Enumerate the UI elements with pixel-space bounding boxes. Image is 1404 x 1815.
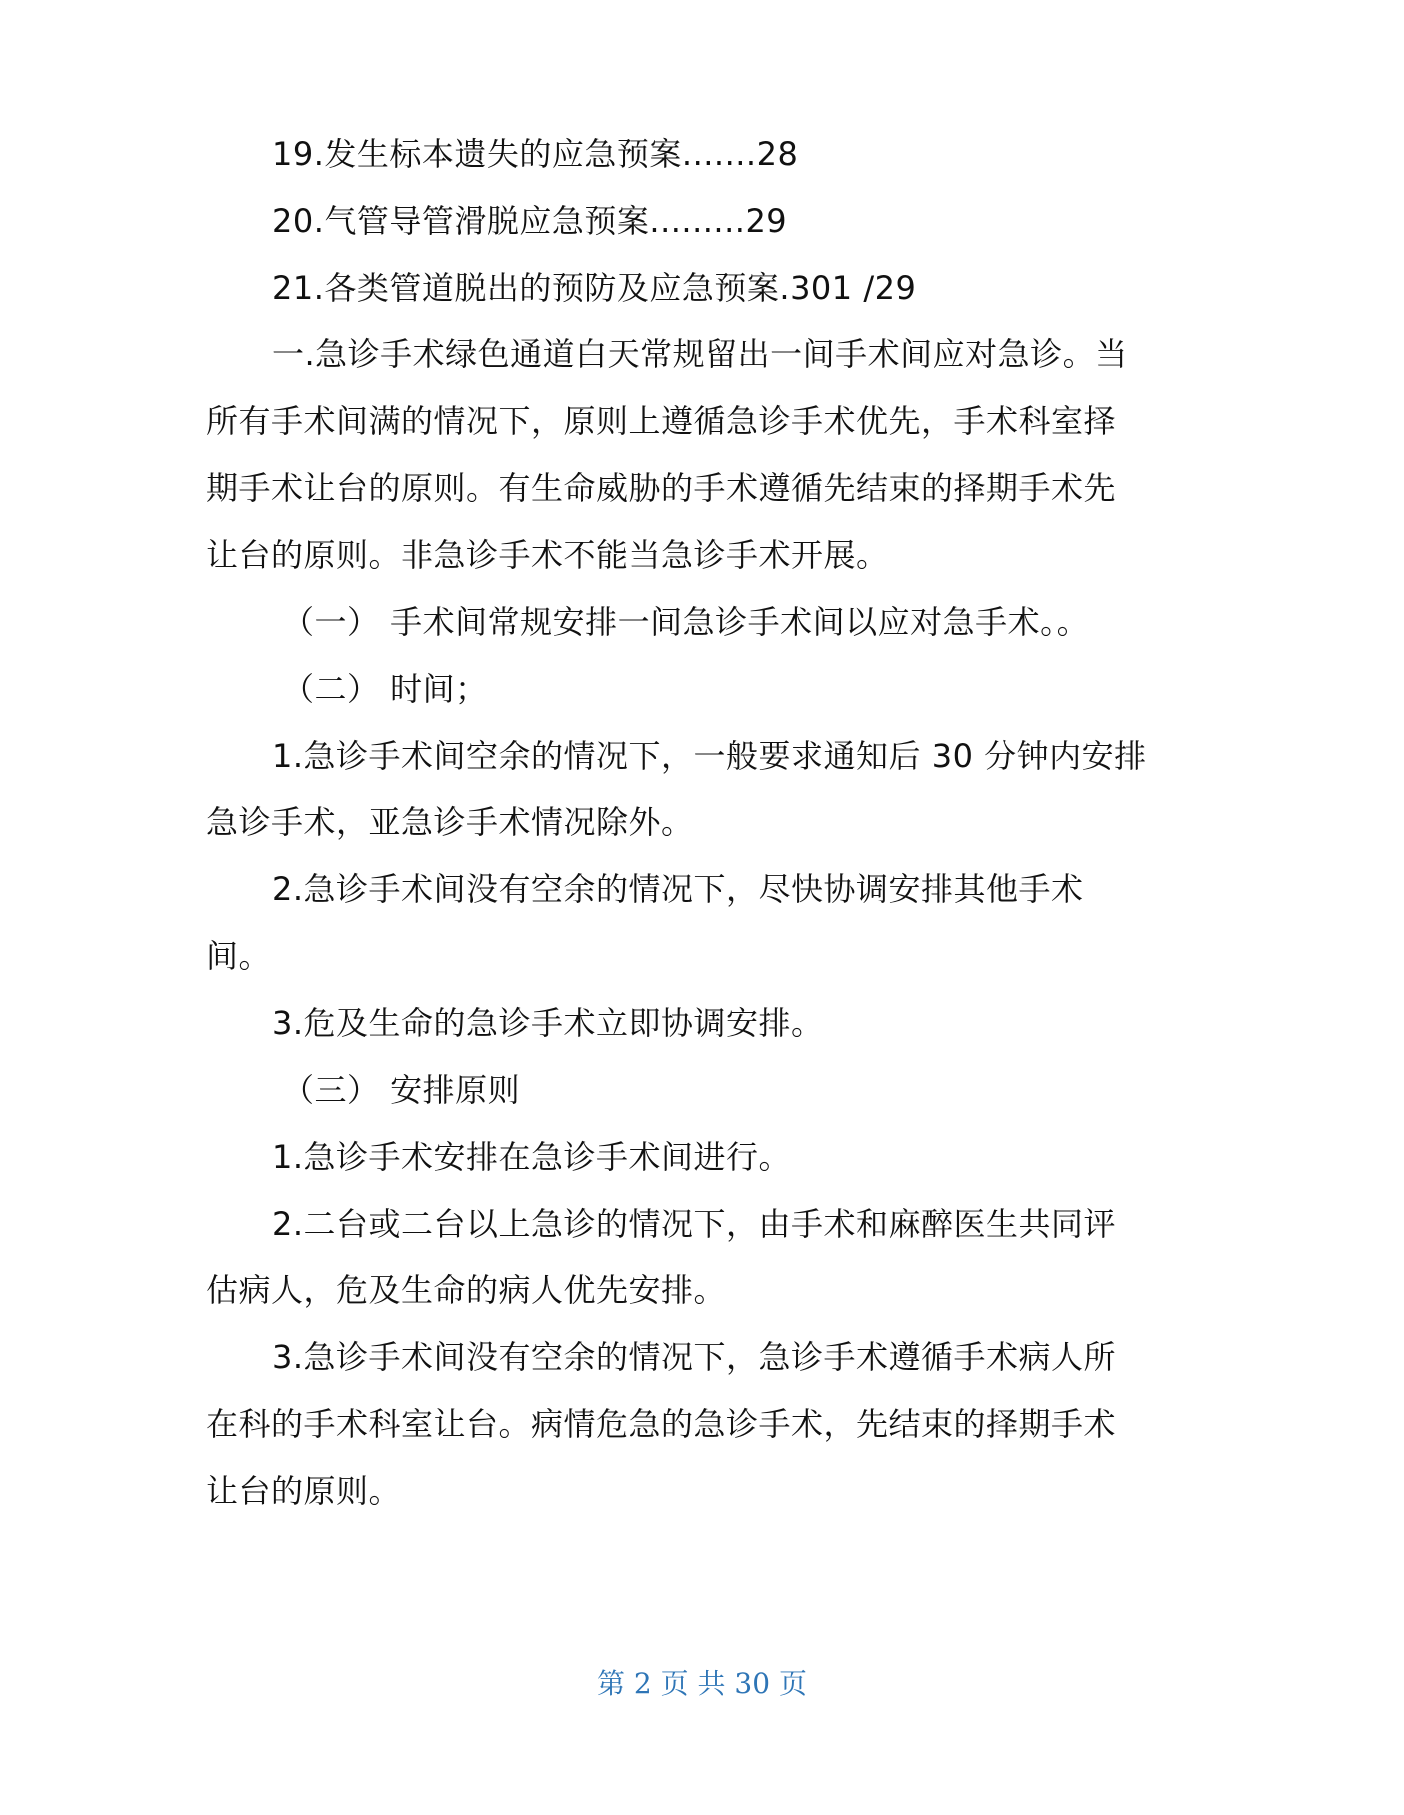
page-footer: 第 2 页 共 30 页 [597, 1667, 807, 1700]
section-heading-1: （一） 手术间常规安排一间急诊手术间以应对急手术。。 [282, 603, 1090, 641]
paragraph-line: 3.危及生命的急诊手术立即协调安排。 [272, 1004, 824, 1042]
paragraph-line: 3.急诊手术间没有空余的情况下，急诊手术遵循手术病人所 [272, 1338, 1117, 1376]
paragraph-line: 让台的原则。 [206, 1472, 402, 1510]
toc-line-19: 19.发生标本遗失的应急预案.......28 [272, 135, 799, 173]
paragraph-line: 估病人，危及生命的病人优先安排。 [206, 1271, 727, 1309]
paragraph-line: 一.急诊手术绿色通道白天常规留出一间手术间应对急诊。当 [272, 335, 1128, 373]
paragraph-line: 在科的手术科室让台。病情危急的急诊手术，先结束的择期手术 [206, 1405, 1117, 1443]
paragraph-line: 让台的原则。非急诊手术不能当急诊手术开展。 [206, 536, 889, 574]
paragraph-line: 2.急诊手术间没有空余的情况下，尽快协调安排其他手术 [272, 870, 1084, 908]
section-heading-3: （三） 安排原则 [282, 1071, 521, 1109]
toc-line-20: 20.气管导管滑脱应急预案.........29 [272, 202, 788, 240]
paragraph-line: 急诊手术，亚急诊手术情况除外。 [206, 803, 694, 841]
section-heading-2: （二） 时间； [282, 670, 488, 708]
toc-line-21: 21.各类管道脱出的预防及应急预案.301 /29 [272, 269, 917, 307]
paragraph-line: 期手术让台的原则。有生命威胁的手术遵循先结束的择期手术先 [206, 469, 1117, 507]
paragraph-line: 所有手术间满的情况下，原则上遵循急诊手术优先，手术科室择 [206, 402, 1117, 440]
paragraph-line: 间。 [206, 937, 272, 975]
paragraph-line: 1.急诊手术间空余的情况下，一般要求通知后 30 分钟内安排 [272, 737, 1147, 775]
paragraph-line: 2.二台或二台以上急诊的情况下，由手术和麻醉医生共同评 [272, 1205, 1117, 1243]
paragraph-line: 1.急诊手术安排在急诊手术间进行。 [272, 1138, 792, 1176]
